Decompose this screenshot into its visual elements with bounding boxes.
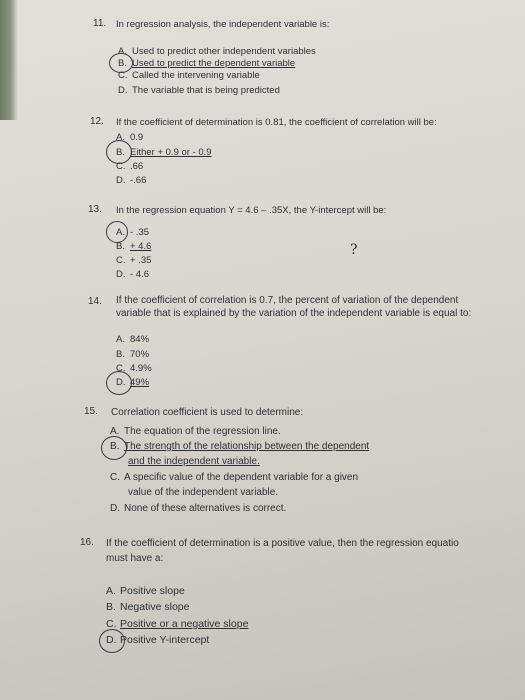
question-text-line1: If the coefficient of correlation is 0.7, the percent of variation of the dependent [116,295,459,306]
option-c: C. Positive or a negative slope [106,618,249,630]
option-c: C. A specific value of the dependent variable for a given [110,472,359,483]
question-text: If the coefficient of determination is 0.81, the coefficient of correlation will be: [116,117,437,128]
option-b: B. Either + 0.9 or - 0.9 [116,147,212,158]
handwritten-question-mark: ? [350,242,358,258]
question-number: 14. [88,296,102,307]
question-number: 12. [90,116,104,127]
option-a: A. - .35 [116,227,150,238]
option-a: A. Used to predict other independent variables [118,46,316,57]
question-text-line2: must have a: [106,553,164,564]
option-d: D. -.66 [116,175,147,186]
option-b: B. 70% [116,349,150,360]
option-c: C. 4.9% [116,363,152,374]
question-number: 11. [93,18,107,29]
answer-circle [99,629,125,653]
answer-circle [101,436,127,460]
option-a: A. 84% [116,334,150,345]
option-d: D. 49% [116,377,150,388]
option-c: C. Called the intervening variable [118,70,260,81]
option-a: A. 0.9 [116,132,144,143]
answer-circle [106,221,128,243]
question-text-line2: variable that is explained by the variation of the independent variable is equal to: [116,308,472,319]
question-text: In the regression equation Y = 4.6 – .35X, the Y-intercept will be: [116,205,387,216]
option-b: B. Used to predict the dependent variable [118,58,296,69]
option-d: D. The variable that is being predicted [118,85,280,96]
question-number: 13. [88,204,102,215]
option-d: D. - 4.6 [116,269,150,280]
option-c-continued: value of the independent variable. [128,487,279,498]
question-text: Correlation coefficient is used to determine: [111,407,304,418]
question-number: 15. [84,406,98,417]
option-a: A. Positive slope [106,585,185,597]
answer-circle [106,140,132,164]
option-a: A. The equation of the regression line. [110,426,281,437]
option-d: D. Positive Y-intercept [106,634,210,646]
option-b: B. Negative slope [106,601,190,613]
background-edge [0,0,18,120]
question-text: In regression analysis, the independent variable is: [116,19,330,30]
answer-circle [109,53,133,73]
option-b: B. The strength of the relationship between the dependent [110,441,370,452]
question-number: 16. [80,537,94,548]
answer-circle [106,371,132,395]
option-b-continued: and the independent variable. [128,456,260,467]
option-c: C. .66 [116,161,144,172]
option-b: B. + 4.6 [116,241,152,252]
option-c: C. + .35 [116,255,152,266]
question-text-line1: If the coefficient of determination is a positive value, then the regression equatio [106,538,459,549]
option-d: D. None of these alternatives is correct. [110,503,287,514]
